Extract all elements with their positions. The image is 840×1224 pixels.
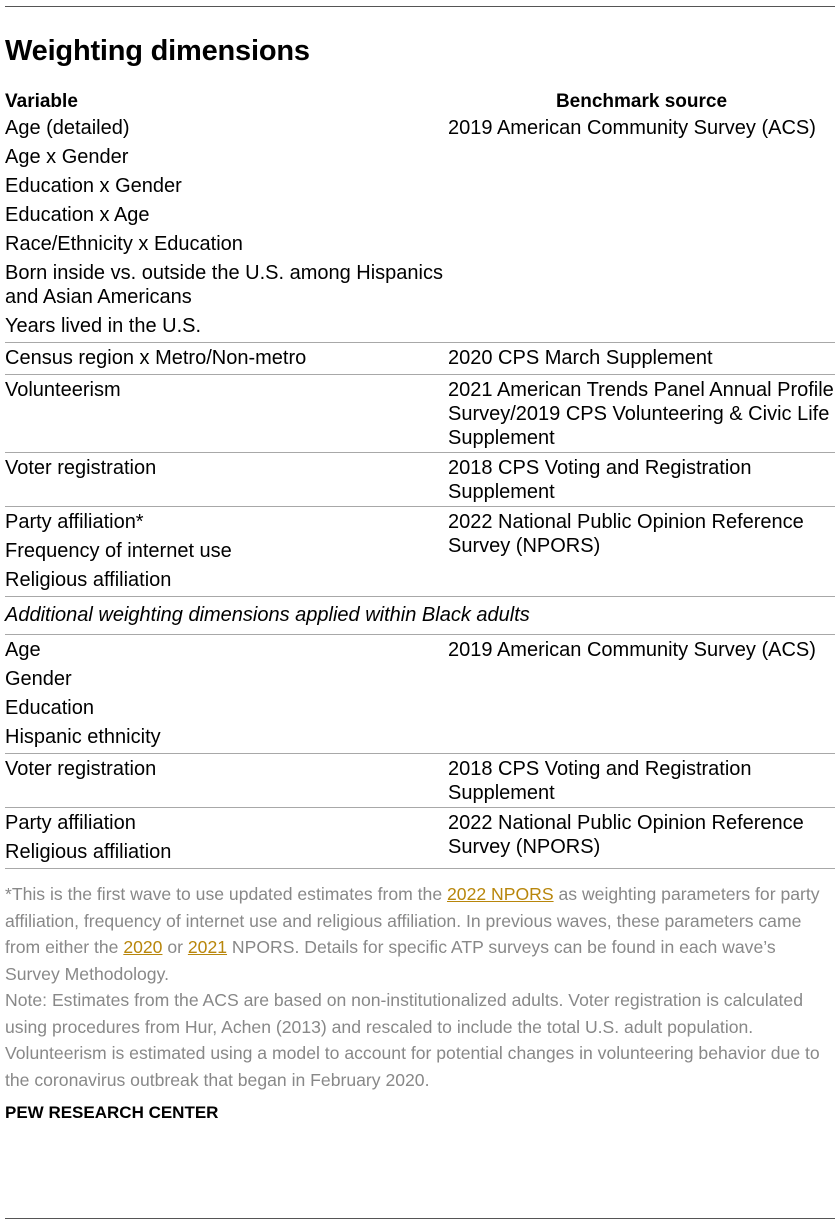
note-text: Note: Estimates from the ACS are based on non-institutionalized adults. Voter registration is calculated using procedures from Hur, Achen (2013) and rescaled to include the total U.S. adult population. Volunteerism is estimated using a model to account for potential changes in volunteering behavior due to the coronavirus outbreak that began in February 2020. [5, 990, 820, 1090]
variable-label: Census region x Metro/Non-metro [5, 347, 307, 369]
footnote-text: NPORS. Details for specific ATP surveys can be found in each wave’s Survey Methodology. [5, 937, 776, 984]
variable-label: Education x Age [5, 204, 150, 226]
header-benchmark-source: Benchmark source [555, 91, 728, 112]
variable-label: Religious affiliation [5, 841, 172, 863]
figure-title: Weighting dimensions [5, 35, 310, 67]
table-row [5, 375, 835, 453]
variable-label: Race/Ethnicity x Education [5, 233, 243, 255]
benchmark-source-cell: 2021 American Trends Panel Annual Profile Survey/2019 CPS Volunteering & Civic Life Supplement [448, 379, 834, 449]
bottom-rule [5, 1218, 835, 1219]
footnote-text: *This is the first wave to use updated estimates from the [5, 884, 447, 904]
variable-label: Born inside vs. outside the U.S. among Hispanics and Asian Americans [5, 262, 443, 308]
subheading-black-adults: Additional weighting dimensions applied within Black adults [5, 597, 835, 635]
variable-label: Education x Gender [5, 175, 182, 197]
variable-label: Voter registration [5, 457, 157, 479]
variable-label: Volunteerism [5, 379, 121, 401]
header-variable: Variable [5, 91, 78, 112]
weighting-table-figure [5, 6, 835, 1124]
variable-label: Education [5, 697, 94, 719]
benchmark-source-cell: 2022 National Public Opinion Reference Survey (NPORS) [448, 812, 804, 858]
variable-label: Age [5, 639, 41, 661]
table-row [5, 343, 835, 375]
variable-label: Gender [5, 668, 72, 690]
variable-cell [5, 113, 448, 340]
link-2020-npors[interactable]: 2020 [123, 937, 163, 957]
variable-label: Age x Gender [5, 146, 129, 168]
variable-cell [5, 808, 448, 866]
link-2021-npors[interactable]: 2021 [187, 937, 228, 957]
variable-cell [5, 635, 448, 751]
table-body-general [5, 113, 835, 597]
benchmark-source-cell: 2019 American Community Survey (ACS) [448, 117, 816, 139]
variable-label: Religious affiliation [5, 569, 172, 591]
variable-label: Party affiliation* [5, 511, 144, 533]
footnote-text: or [162, 937, 188, 957]
benchmark-source-cell: 2019 American Community Survey (ACS) [448, 639, 816, 661]
table-row [5, 453, 835, 507]
benchmark-source-cell: 2022 National Public Opinion Reference Survey (NPORS) [448, 511, 804, 557]
variable-label: Hispanic ethnicity [5, 726, 161, 748]
variable-cell [5, 375, 448, 450]
footnote-text: as weighting parameters for party affiliation, frequency of internet use and religious affiliation. In previous waves, these parameters came from either the [5, 884, 820, 957]
variable-cell [5, 507, 448, 594]
brand-label: PEW RESEARCH CENTER [5, 1103, 219, 1122]
benchmark-source-cell: 2018 CPS Voting and Registration Supplement [448, 457, 752, 503]
table-header [5, 91, 835, 113]
link-2022-npors[interactable]: 2022 NPORS [447, 884, 554, 904]
top-rule [5, 6, 835, 7]
table-row [5, 635, 835, 754]
variable-label: Party affiliation [5, 812, 136, 834]
table-row [5, 113, 835, 343]
variable-label: Years lived in the U.S. [5, 315, 202, 337]
table-body-black-adults [5, 635, 835, 869]
variable-cell [5, 343, 448, 372]
variable-label: Voter registration [5, 758, 157, 780]
table-row [5, 754, 835, 808]
variable-label: Frequency of internet use [5, 540, 232, 562]
variable-label: Age (detailed) [5, 117, 130, 139]
table-row [5, 507, 835, 597]
table-row [5, 808, 835, 869]
variable-cell [5, 453, 448, 504]
benchmark-source-cell: 2020 CPS March Supplement [448, 347, 713, 369]
variable-cell [5, 754, 448, 805]
benchmark-source-cell: 2018 CPS Voting and Registration Supplement [448, 758, 752, 804]
footnote [5, 881, 835, 1093]
